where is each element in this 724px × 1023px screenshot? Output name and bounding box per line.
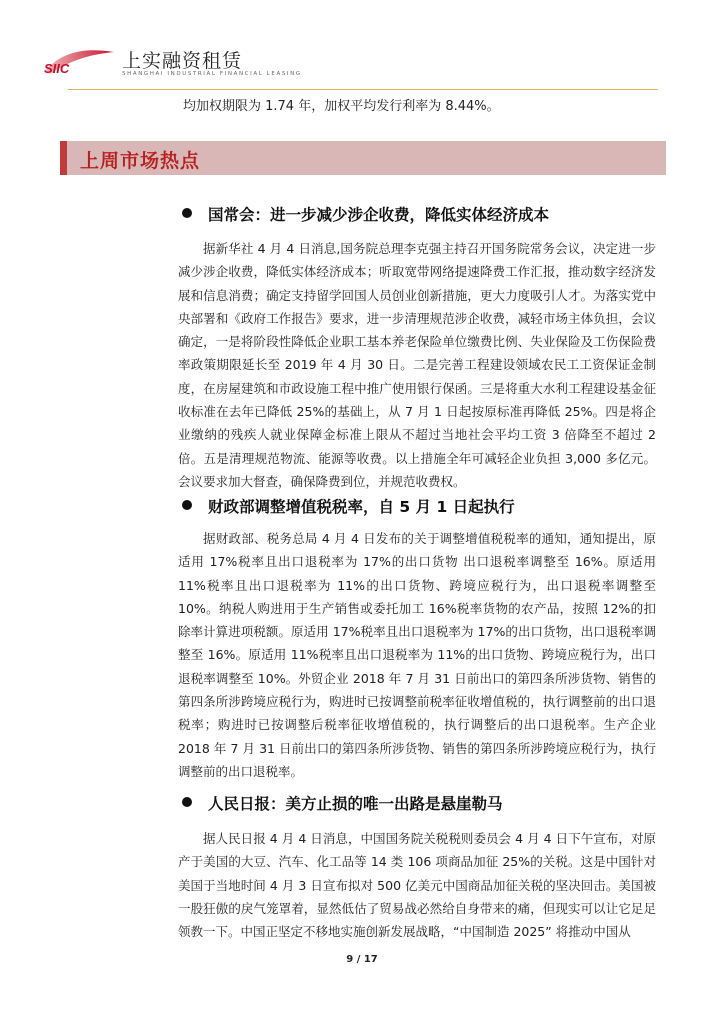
- section-title: 上周市场热点: [80, 150, 201, 172]
- intro-line: 均加权期限为 1.74 年，加权平均发行利率为 8.44%。: [183, 99, 500, 114]
- header-divider: [68, 89, 658, 90]
- item-heading: [182, 495, 515, 517]
- item-title: 国常会：进一步减少涉企收费，降低实体经济成本: [208, 206, 550, 224]
- item-paragraph: 据新华社 4 月 4 日消息,国务院总理李克强主持召开国务院常务会议，决定进一步减少涉企收费，降低实体经济成本；听取宽带网络提速降费工作汇报，推动数字经济发展和信息消费；确定支持留学回国人员创业创新措施，更大力度吸引人才。为落实党中央部署和《政府工作报告》要求，进一步清理规范涉企收费，减轻市场主体负担，会议确定，一是将阶段性降低企业职工基本养老保险单位缴费比例、失业保险及工伤保险费率政策期限延长至 2019 年 4 月 30 日。二是完善工程建设领域农民工工资保证金制度，在房屋建筑和市政设施工程中推广使用银行保函。三是将重大水利工程建设基金征收标准在去年已降低 25%的基础上，从 7 月 1 日起按原标准再降低 25%。四是将企业缴纳的残疾人就业保障金标准上限从不超过当地社会平均工资 3 倍降至不超过 2 倍。五是清理规范物流、能源等收费。以上措施全年可减轻企业负担 3,000 多亿元。会议要求加大督查，确保降费到位，并规范收费权。: [178, 241, 656, 489]
- item-heading: [182, 203, 549, 225]
- bullet-icon: [182, 500, 192, 510]
- company-name-cn: 上实融资租赁: [122, 50, 243, 72]
- page-number: 9 / 17: [346, 954, 378, 965]
- bullet-icon: [182, 208, 192, 218]
- item-title: 财政部调整增值税税率，自 5 月 1 日起执行: [208, 498, 515, 516]
- item-heading: [182, 792, 503, 814]
- item-title: 人民日报：美方止损的唯一出路是悬崖勒马: [208, 795, 503, 813]
- company-name-en: SHANGHAI INDUSTRIAL FINANCIAL LEASING: [122, 71, 302, 77]
- item-paragraph: 据人民日报 4 月 4 日消息，中国国务院关税税则委员会 4 月 4 日下午宣布，对原产于美国的大豆、汽车、化工品等 14 类 106 项商品加征 25%的关税。这是中国针对美国于当地时间 4 月 3 日宣布拟对 500 亿美元中国商品加征关税的坚决回击。美国被一股狂傲的戾气笼罩着，显然低估了贸易战必然给自身带来的痛，但现实可以让它足足领教一下。中国正坚定不移地实施创新发展战略，“中国制造 2025” 将推动中国从: [178, 831, 656, 940]
- page-header: [40, 46, 680, 80]
- company-logo-mark: [40, 48, 116, 76]
- item-paragraph: 据财政部、税务总局 4 月 4 日发布的关于调整增值税税率的通知，通知提出，原适用 17%税率且出口退税率为 17%的出口货物 出口退税率调整至 16%。原适用 11%税率且出口退税率为 11%的出口货物、跨境应税行为，出口退税率调整至 10%。纳税人购进用于生产销售或委托加工 16%税率货物的农产品，按照 12%的扣除率计算进项税额。原适用 17%税率且出口退税率为 17%的出口货物，出口退税率调整至 16%。原适用 11%税率且出口退税率为 11%的出口货物、跨境应税行为，出口退税率调整至 10%。外贸企业 2018 年 7 月 31 日前出口的第四条所涉货物、销售的第四条所涉跨境应税行为，购进时已按调整前税率征收增值税的，执行调整前的出口退税率；购进时已按调整后税率征收增值税的，执行调整后的出口退税率。生产企业 2018 年 7 月 31 日前出口的第四条所涉货物、销售的第四条所涉跨境应税行为，执行调整前的出口退税率。: [178, 531, 656, 779]
- section-band: [60, 141, 666, 175]
- svg-text:SIIC: SIIC: [44, 61, 70, 76]
- bullet-icon: [182, 797, 192, 807]
